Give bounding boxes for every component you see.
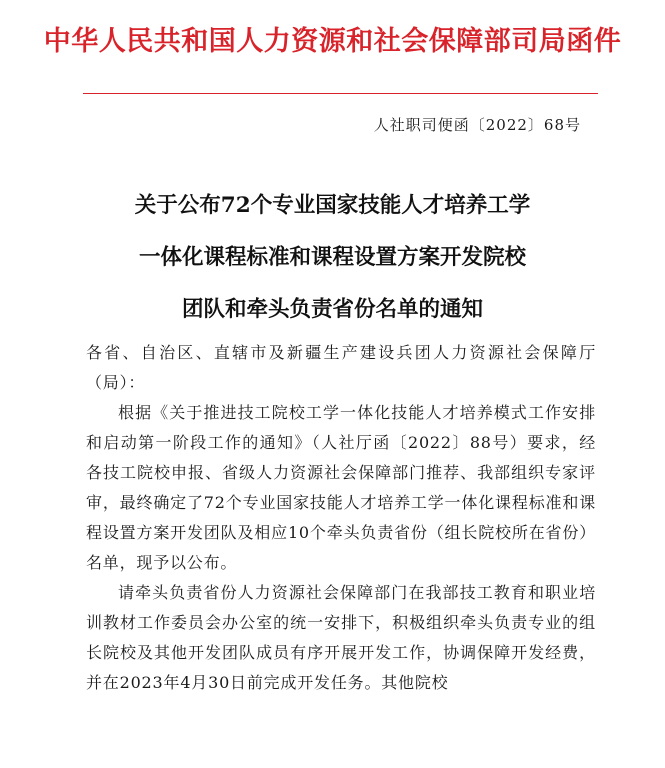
body-paragraph-1: 根据《关于推进技工院校工学一体化技能人才培养模式工作安排和启动第一阶段工作的通知》（人社厅函〔2022〕88号）要求，经各技工院校申报、省级人力资源社会保障部门推荐、我部组织专家评审，最终确定了72个专业国家技能人才培养工学一体化课程标准和课程设置方案开发团队及相应10个牵头负责省份（组长院校所在省份）名单，现予以公布。 <box>86 403 596 572</box>
title-line-2: 一体化课程标准和课程设置方案开发院校 <box>138 245 526 270</box>
salutation: 各省、自治区、直辖市及新疆生产建设兵团人力资源社会保障厅（局）： <box>86 343 596 392</box>
body-paragraph-2: 请牵头负责省份人力资源社会保障部门在我部技工教育和职业培训教材工作委员会办公室的统一安排下，积极组织牵头负责专业的组长院校及其他开发团队成员有序开展开发工作，协调保障开发经费，并在2023年4月30日前完成开发任务。其他院校 <box>86 583 596 692</box>
letterhead-red-rule <box>83 93 598 94</box>
document-body <box>86 338 596 698</box>
title-line-3: 团队和牵头负责省份名单的通知 <box>181 297 483 322</box>
document-number: 人社职司便函〔2022〕68号 <box>373 116 581 134</box>
title-line-1: 关于公布72个专业国家技能人才培养工学 <box>134 193 531 218</box>
letterhead-title: 中华人民共和国人力资源和社会保障部司局函件 <box>43 26 622 57</box>
document-title <box>60 180 605 336</box>
